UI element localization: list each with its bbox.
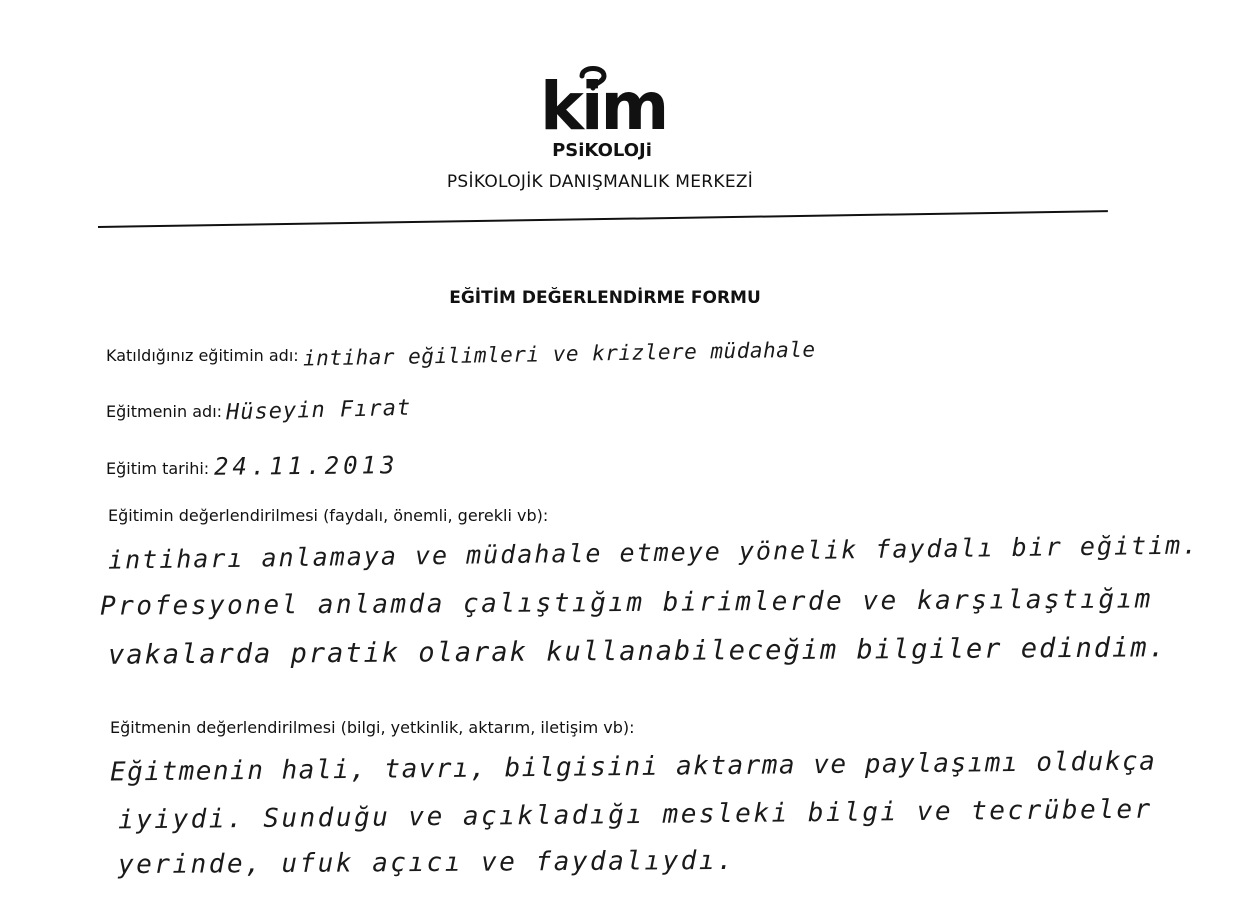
trainer-evaluation-line-3: yerinde, ufuk açıcı ve faydalıydı. [117,845,736,881]
training-name-label: Katıldığınız eğitimin adı: [106,346,299,365]
trainer-name-field [106,395,412,426]
center-name: PSİKOLOJİK DANIŞMANLIK MERKEZİ [446,172,754,192]
training-evaluation-line-1: intiharı anlamaya ve müdahale etmeye yönelik faydalı bir eğitim. [107,530,1200,575]
training-evaluation-label: Eğitimin değerlendirilmesi (faydalı, önemli, gerekli vb): [108,506,549,525]
logo-wordmark: kim [540,68,667,145]
training-evaluation-line-3: vakalarda pratik olarak kullanabileceğim bilgiler edindim. [107,632,1167,671]
training-date-value: 24.11.2013 [213,451,399,481]
trainer-name-value: Hüseyin Fırat [226,395,412,426]
trainer-name-label: Eğitmenin adı: [106,402,223,421]
logo-subtitle: PSiKOLOJi [552,140,652,161]
training-date-label: Eğitim tarihi: [106,459,210,478]
training-date-field [106,452,398,480]
trainer-evaluation-line-2: iyiydi. Sunduğu ve açıkladığı mesleki bilgi ve tecrübeler [117,794,1153,836]
trainer-evaluation-label: Eğitmenin değerlendirilmesi (bilgi, yetkinlik, aktarım, iletişim vb): [110,718,635,737]
center-logo [536,66,666,166]
header-divider [98,210,1108,228]
form-title: EĞİTİM DEĞERLENDİRME FORMU [449,288,761,308]
training-evaluation-line-2: Profesyonel anlamda çalıştığım birimlerde ve karşılaştığım [99,584,1153,622]
trainer-evaluation-line-1: Eğitmenin hali, tavrı, bilgisini aktarma ve paylaşımı oldukça [109,746,1157,788]
training-name-value: intihar eğilimleri ve krizlere müdahale [302,337,816,371]
training-name-field [106,337,816,371]
